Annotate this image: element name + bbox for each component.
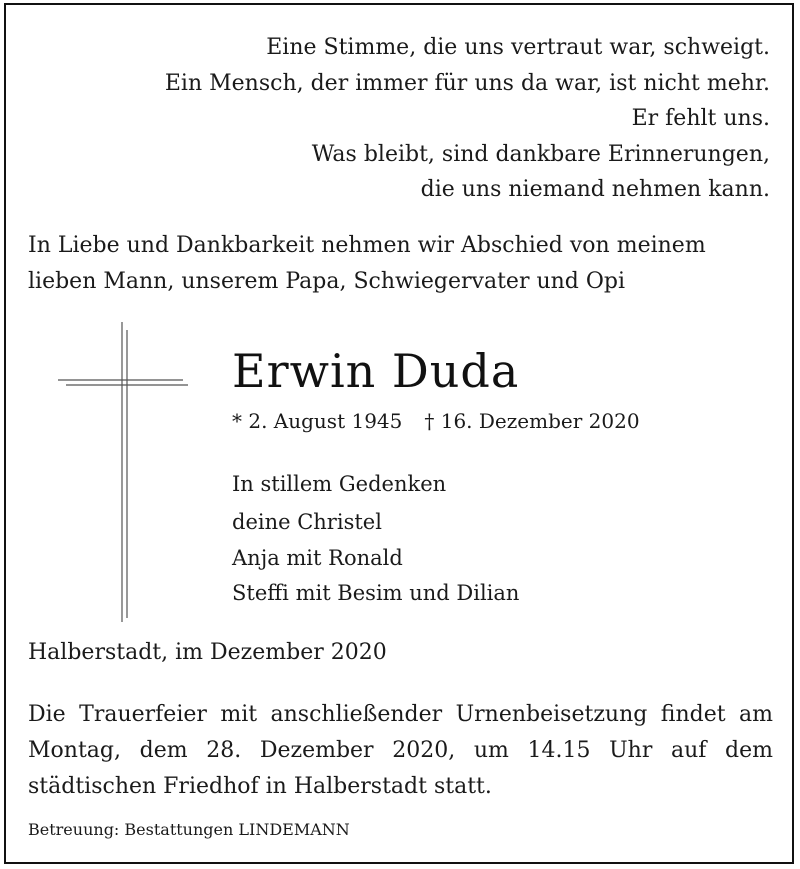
poem-line: Er fehlt uns. (631, 106, 770, 131)
mourners-list (232, 505, 519, 612)
place-date: Halberstadt, im Dezember 2020 (28, 640, 387, 665)
poem (70, 30, 770, 208)
mourner: Steffi mit Besim und Dilian (232, 581, 520, 605)
mourner: deine Christel (232, 510, 382, 534)
memorial-heading: In stillem Gedenken (232, 472, 447, 496)
farewell-intro (28, 228, 778, 299)
poem-line: die uns niemand nehmen kann. (420, 177, 770, 202)
intro-line: lieben Mann, unserem Papa, Schwiegervater und Opi (28, 268, 626, 294)
undertaker-credit: Betreuung: Bestattungen LINDEMANN (28, 820, 350, 839)
mourner: Anja mit Ronald (232, 545, 403, 570)
poem-line: Ein Mensch, der immer für uns da war, ist nicht mehr. (164, 70, 770, 96)
poem-line: Was bleibt, sind dankbare Erinnerungen, (311, 141, 770, 167)
cross-icon (58, 322, 188, 622)
deceased-name: Erwin Duda (232, 344, 520, 398)
intro-line: In Liebe und Dankbarkeit nehmen wir Abschied von meinem (28, 233, 706, 258)
death-date: † 16. Dezember 2020 (424, 409, 640, 433)
service-info: Die Trauerfeier mit anschließender Urnenbeisetzung findet am Montag, dem 28. Dezember 2020, um 14.15 Uhr auf dem städtischen Friedhof in Halberstadt statt. (28, 702, 773, 799)
life-dates (232, 406, 640, 436)
poem-line: Eine Stimme, die uns vertraut war, schweigt. (266, 35, 770, 60)
birth-date: * 2. August 1945 (232, 409, 403, 433)
